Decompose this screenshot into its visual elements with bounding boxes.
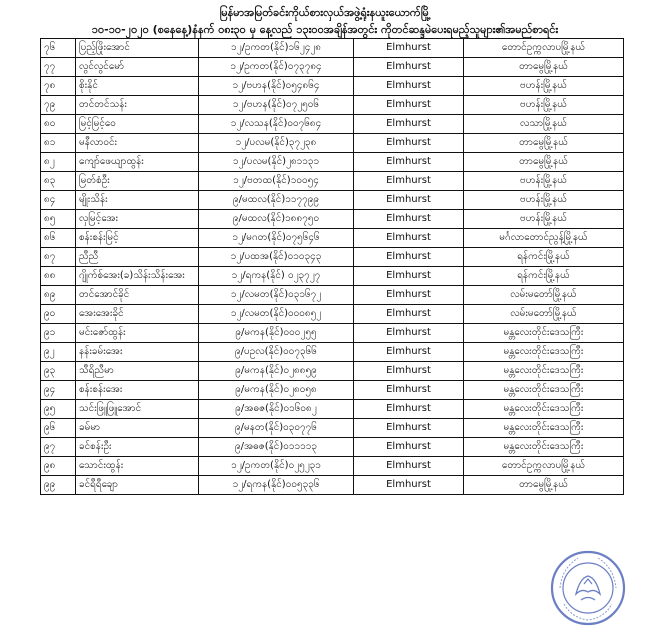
nrc-number: ၁၂/လမတ(နိုင်)၀၃၁၆၇၂	[199, 286, 354, 305]
voter-name: လွင်လွင်မော်	[76, 58, 199, 77]
township: တောင်ဥက္ကလာပမြို့နယ်	[464, 39, 624, 58]
voter-name: သောင်းထွန်း	[76, 457, 199, 476]
nrc-number: ၉/မကန(နိုင်)၀၀၀၂၅၅	[199, 324, 354, 343]
row-number: ၈၄	[41, 191, 76, 210]
address: Elmhurst	[354, 77, 464, 96]
township: မန္တလေးတိုင်းဒေသကြီး	[464, 362, 624, 381]
table-row	[41, 229, 624, 248]
header-subtitle: ၁၀-၁၀-၂၀၂၀ (စနေနေ့)နံနက် ၀၈း၃၀ မှ နေ့လည် ၁၃း၀၀အချိန်အတွင်း ကိုတင်ဆန္ဒမဲပေးရမည့်သူများ၏အမည်စာရင်း	[91, 23, 559, 36]
address: Elmhurst	[354, 248, 464, 267]
address: Elmhurst	[354, 153, 464, 172]
row-number: ၈၀	[41, 115, 76, 134]
document-header	[38, 4, 612, 38]
nrc-number: ၉/အဓဇ(နိုင်)၀၁၁၁၁၃	[199, 438, 354, 457]
voter-table	[40, 38, 624, 495]
township: ဗဟန်းမြို့နယ်	[464, 96, 624, 115]
table-row	[41, 324, 624, 343]
address: Elmhurst	[354, 229, 464, 248]
voter-name: မင်းဇော်ထွန်း	[76, 324, 199, 343]
row-number: ၇၈	[41, 77, 76, 96]
address: Elmhurst	[354, 419, 464, 438]
voter-name: ပြည့်ဖြိုးအောင်	[76, 39, 199, 58]
address: Elmhurst	[354, 191, 464, 210]
nrc-number: ၁၂/ပလမ(နိုင်)၃၇၂၃၈	[199, 134, 354, 153]
address: Elmhurst	[354, 267, 464, 286]
township: မန္တလေးတိုင်းဒေသကြီး	[464, 324, 624, 343]
address: Elmhurst	[354, 305, 464, 324]
address: Elmhurst	[354, 343, 464, 362]
address: Elmhurst	[354, 286, 464, 305]
table-row	[41, 476, 624, 495]
row-number: ၈၆	[41, 229, 76, 248]
table-row	[41, 400, 624, 419]
address: Elmhurst	[354, 324, 464, 343]
table-row	[41, 191, 624, 210]
address: Elmhurst	[354, 96, 464, 115]
table-row	[41, 115, 624, 134]
table-row	[41, 172, 624, 191]
nrc-number: ၁၂/ပထအ(နိုင်)၀၁၀၃၄၃	[199, 248, 354, 267]
table-row	[41, 286, 624, 305]
table-row	[41, 210, 624, 229]
voter-name: ခင်စန်းဦး	[76, 438, 199, 457]
row-number: ၇၆	[41, 39, 76, 58]
table-row	[41, 381, 624, 400]
table-row	[41, 77, 624, 96]
township: တာမွေမြို့နယ်	[464, 134, 624, 153]
row-number: ၈၅	[41, 210, 76, 229]
voter-name: တင်တင်သန်း	[76, 96, 199, 115]
nrc-number: ၁၂/မဂတ(နိုင်)၀၇၅၆၄၆	[199, 229, 354, 248]
nrc-number: ၉/မနတ(နိုင်)၀၃၀၇၇၆	[199, 419, 354, 438]
table-row	[41, 134, 624, 153]
township: တာမွေမြို့နယ်	[464, 476, 624, 495]
voter-name: ညီညီ	[76, 248, 199, 267]
row-number: ၉၅	[41, 400, 76, 419]
row-number: ၉၈	[41, 457, 76, 476]
township: လမ်းမတော်မြို့နယ်	[464, 286, 624, 305]
voter-name: သီရိညီမာ	[76, 362, 199, 381]
voter-name: သင်းဖြူဖြူအောင်	[76, 400, 199, 419]
table-row	[41, 419, 624, 438]
row-number: ၇၉	[41, 96, 76, 115]
nrc-number: ၁၂/ရကန(နိုင်) ၀၂၃၇၂၇	[199, 267, 354, 286]
nrc-number: ၁၂/လမတ(နိုင်)၀၀၀၈၅၂	[199, 305, 354, 324]
township: လမ်းမတော်မြို့နယ်	[464, 305, 624, 324]
township: မန္တလေးတိုင်းဒေသကြီး	[464, 381, 624, 400]
nrc-number: ၉/မထလ(နိုင်)၁၈၈၇၅၀	[199, 210, 354, 229]
header-title: မြန်မာအမြတ်ခင်းကိုယ်စားလှယ်အဖွဲ့ရုံးနယူးယောက်မြို့	[219, 6, 431, 19]
nrc-number: ၁၂/ဗတထ(နိုင်)၁၀၀၅၄	[199, 172, 354, 191]
row-number: ၈၁	[41, 134, 76, 153]
row-number: ၉၄	[41, 381, 76, 400]
voter-name: ခမ်မာ	[76, 419, 199, 438]
nrc-number: ၉/အဓဇ(နိုင်)၀၁၆၀၈၂	[199, 400, 354, 419]
voter-name: ခင်ရီရီချော	[76, 476, 199, 495]
row-number: ၉၉	[41, 476, 76, 495]
address: Elmhurst	[354, 362, 464, 381]
township: လသာမြို့နယ်	[464, 115, 624, 134]
table-row	[41, 267, 624, 286]
voter-name: တင်အောင်ခိုင်	[76, 286, 199, 305]
township: တောင်ဥက္ကလာပမြို့နယ်	[464, 457, 624, 476]
table-row	[41, 457, 624, 476]
township: ဗဟန်းမြို့နယ်	[464, 210, 624, 229]
row-number: ၇၇	[41, 58, 76, 77]
table-row	[41, 248, 624, 267]
nrc-number: ၉/မကန(နိုင်)၀၂၈၈၅၉	[199, 362, 354, 381]
table-row	[41, 58, 624, 77]
township: ဗဟန်းမြို့နယ်	[464, 172, 624, 191]
row-number: ၈၂	[41, 153, 76, 172]
township: မန္တလေးတိုင်းဒေသကြီး	[464, 343, 624, 362]
address: Elmhurst	[354, 476, 464, 495]
voter-name: အေးအေးခိုင်	[76, 305, 199, 324]
voter-name: မျိုးသိန်း	[76, 191, 199, 210]
voter-name: မြင့်မြင့်ဝေ	[76, 115, 199, 134]
voter-name: စန်းစန်းမြင့်	[76, 229, 199, 248]
table-row	[41, 153, 624, 172]
nrc-number: ၁၂/ဥကတ(နိုင်)၁၆၂၄၂၈	[199, 39, 354, 58]
voter-name: ဂျိုက်စ်အေး(ခ)သိန်းသိန်းအေး	[76, 267, 199, 286]
township: ဗဟန်းမြို့နယ်	[464, 77, 624, 96]
nrc-number: ၁၂/ပလမ(နိုင်)၂၈၁၁၃၁	[199, 153, 354, 172]
nrc-number: ၁၂/ဗဟန(နိုင်)၀၇၂၅၀၆	[199, 96, 354, 115]
voter-name: စိုးနိုင်	[76, 77, 199, 96]
address: Elmhurst	[354, 438, 464, 457]
table-row	[41, 96, 624, 115]
row-number: ၉၇	[41, 438, 76, 457]
nrc-number: ၉/ပဥလ(နိုင်)၀၀၇၃၆၆	[199, 343, 354, 362]
township: ရန်ကင်းမြို့နယ်	[464, 267, 624, 286]
voter-name: မနီလာဝင်း	[76, 134, 199, 153]
voter-name: စန်းစန်းအေး	[76, 381, 199, 400]
row-number: ၈၃	[41, 172, 76, 191]
address: Elmhurst	[354, 210, 464, 229]
nrc-number: ၁၂/လသန(နိုင်)၀၀၇၆၈၄	[199, 115, 354, 134]
address: Elmhurst	[354, 381, 464, 400]
address: Elmhurst	[354, 400, 464, 419]
row-number: ၉၂	[41, 343, 76, 362]
address: Elmhurst	[354, 115, 464, 134]
township: ရန်ကင်းမြို့နယ်	[464, 248, 624, 267]
nrc-number: ၉/မထလ(နိုင်)၁၁၇၇၉၉	[199, 191, 354, 210]
voter-name: နန်းခမ်းအေး	[76, 343, 199, 362]
row-number: ၈၈	[41, 267, 76, 286]
voter-name: မြတ်စံဦး	[76, 172, 199, 191]
nrc-number: ၁၂/ရကန(နိုင်)၀၀၅၃၃၆	[199, 476, 354, 495]
table-row	[41, 362, 624, 381]
address: Elmhurst	[354, 58, 464, 77]
nrc-number: ၁၂/ဥကတ(နိုင်)၀၂၅၂၃၁	[199, 457, 354, 476]
table-row	[41, 305, 624, 324]
township: တာမွေမြို့နယ်	[464, 58, 624, 77]
township: မန္တလေးတိုင်းဒေသကြီး	[464, 438, 624, 457]
nrc-number: ၁၂/ဗဟန(နိုင်)၀၅၄၈၆၄	[199, 77, 354, 96]
township: မန္တလေးတိုင်းဒေသကြီး	[464, 400, 624, 419]
township: ဗဟန်းမြို့နယ်	[464, 191, 624, 210]
table-row	[41, 438, 624, 457]
row-number: ၉၆	[41, 419, 76, 438]
row-number: ၉၁	[41, 324, 76, 343]
township: မင်္ဂလာတောင်ညွန့်မြို့နယ်	[464, 229, 624, 248]
nrc-number: ၉/မကန(နိုင်)၀၂၈၀၅၈	[199, 381, 354, 400]
voter-name: လှမြင့်အေး	[76, 210, 199, 229]
table-row	[41, 343, 624, 362]
row-number: ၈၇	[41, 248, 76, 267]
address: Elmhurst	[354, 172, 464, 191]
address: Elmhurst	[354, 457, 464, 476]
row-number: ၈၉	[41, 286, 76, 305]
consulate-seal-icon	[548, 548, 628, 628]
township: တာမွေမြို့နယ်	[464, 153, 624, 172]
row-number: ၉၃	[41, 362, 76, 381]
nrc-number: ၁၂/ဥကတ(နိုင်)၀၇၃၇၈၄	[199, 58, 354, 77]
row-number: ၉၀	[41, 305, 76, 324]
address: Elmhurst	[354, 134, 464, 153]
voter-name: ကျော်ဖေယျာထွန်း	[76, 153, 199, 172]
address: Elmhurst	[354, 39, 464, 58]
table-row	[41, 39, 624, 58]
township: မန္တလေးတိုင်းဒေသကြီး	[464, 419, 624, 438]
